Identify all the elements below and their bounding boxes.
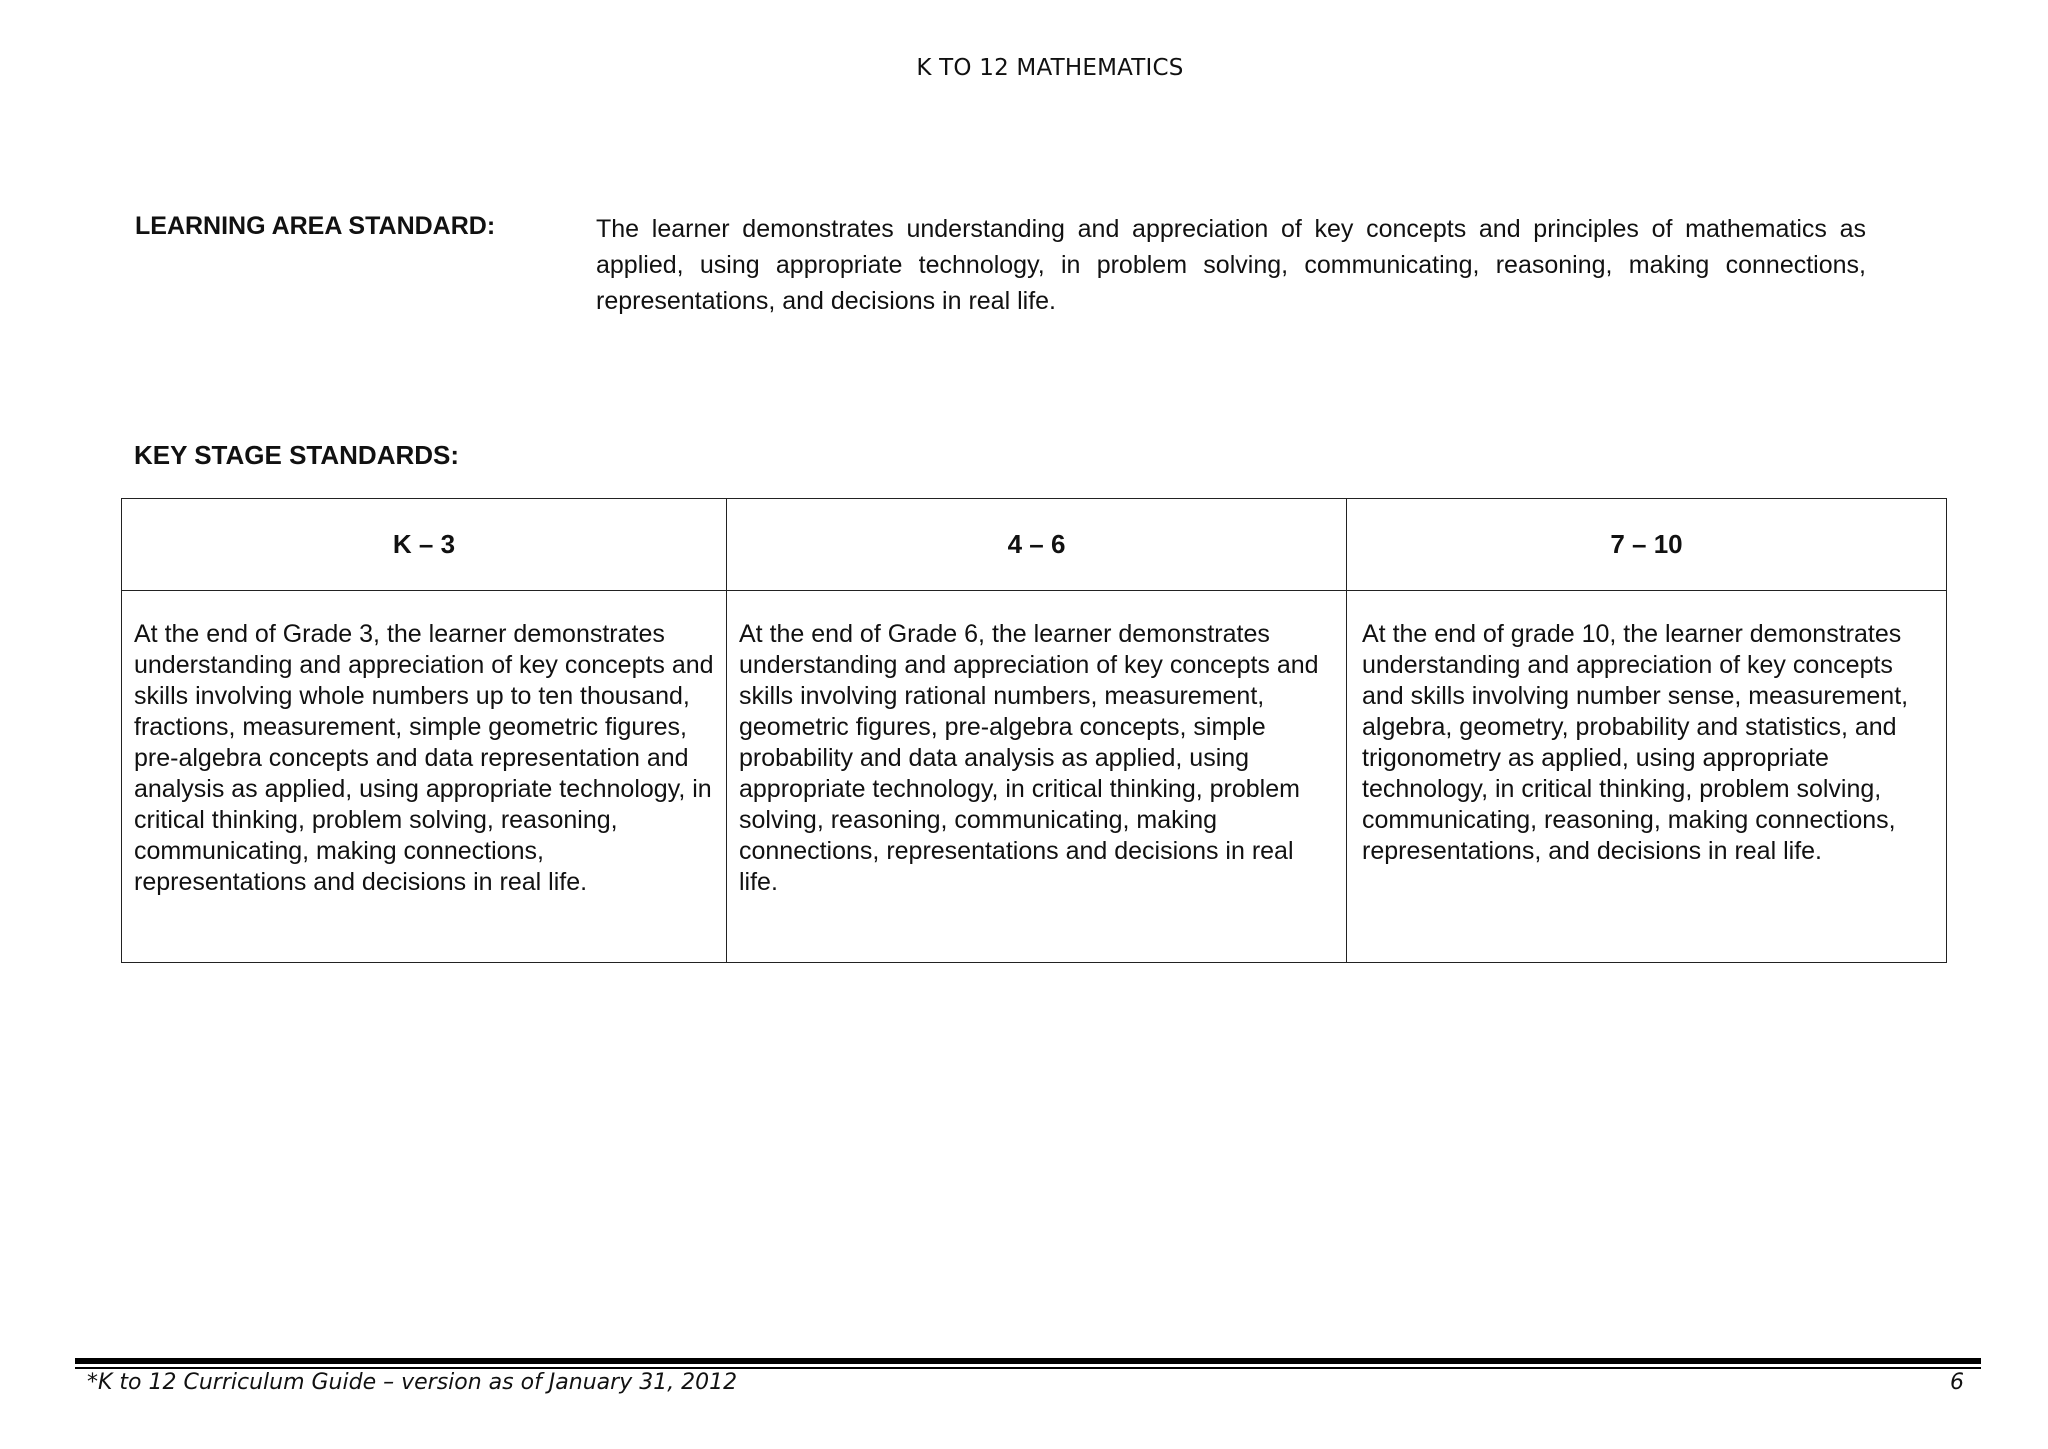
learning-area-standard-text: The learner demonstrates understanding and appreciation of key concepts and principles of mathematics as applied, using appropriate technology, in problem solving, communicating, reasoning, making connections, representations, and decisions in real life. <box>596 215 1866 315</box>
key-stage-standards-table <box>121 498 1947 963</box>
table-row <box>122 591 1947 963</box>
standard-cell-7-10: At the end of grade 10, the learner demonstrates understanding and appreciation of key concepts and skills involving number sense, measurement, algebra, geometry, probability and statistics, and trigonometry as applied, using appropriate technology, in critical thinking, problem solving, communicating, reasoning, making connections, representations, and decisions in real life. <box>1347 591 1947 963</box>
standard-cell-4-6: At the end of Grade 6, the learner demonstrates understanding and appreciation of key concepts and skills involving rational numbers, measurement, geometric figures, pre-algebra concepts, simple probability and data analysis as applied, using appropriate technology, in critical thinking, problem solving, reasoning, communicating, making connections, representations and decisions in real life. <box>727 591 1347 963</box>
column-heading-7-10: 7 – 10 <box>1347 499 1947 591</box>
footer-rule-thin <box>75 1367 1981 1369</box>
learning-area-standard-label: LEARNING AREA STANDARD: <box>135 212 496 240</box>
footer-note: *K to 12 Curriculum Guide – version as of January 31, 2012 <box>87 1370 738 1395</box>
standard-cell-k-3: At the end of Grade 3, the learner demonstrates understanding and appreciation of key concepts and skills involving whole numbers up to ten thousand, fractions, measurement, simple geometric figures, pre-algebra concepts and data representation and analysis as applied, using appropriate technology, in critical thinking, problem solving, reasoning, communicating, making connections, representations and decisions in real life. <box>122 591 727 963</box>
footer-rule-thick <box>75 1358 1981 1364</box>
column-heading-k-3: K – 3 <box>122 499 727 591</box>
page-header: K TO 12 MATHEMATICS <box>916 55 1184 81</box>
page-number: 6 <box>1950 1370 1964 1395</box>
table-header-row <box>122 499 1947 591</box>
key-stage-standards-label: KEY STAGE STANDARDS: <box>134 440 460 470</box>
column-heading-4-6: 4 – 6 <box>727 499 1347 591</box>
